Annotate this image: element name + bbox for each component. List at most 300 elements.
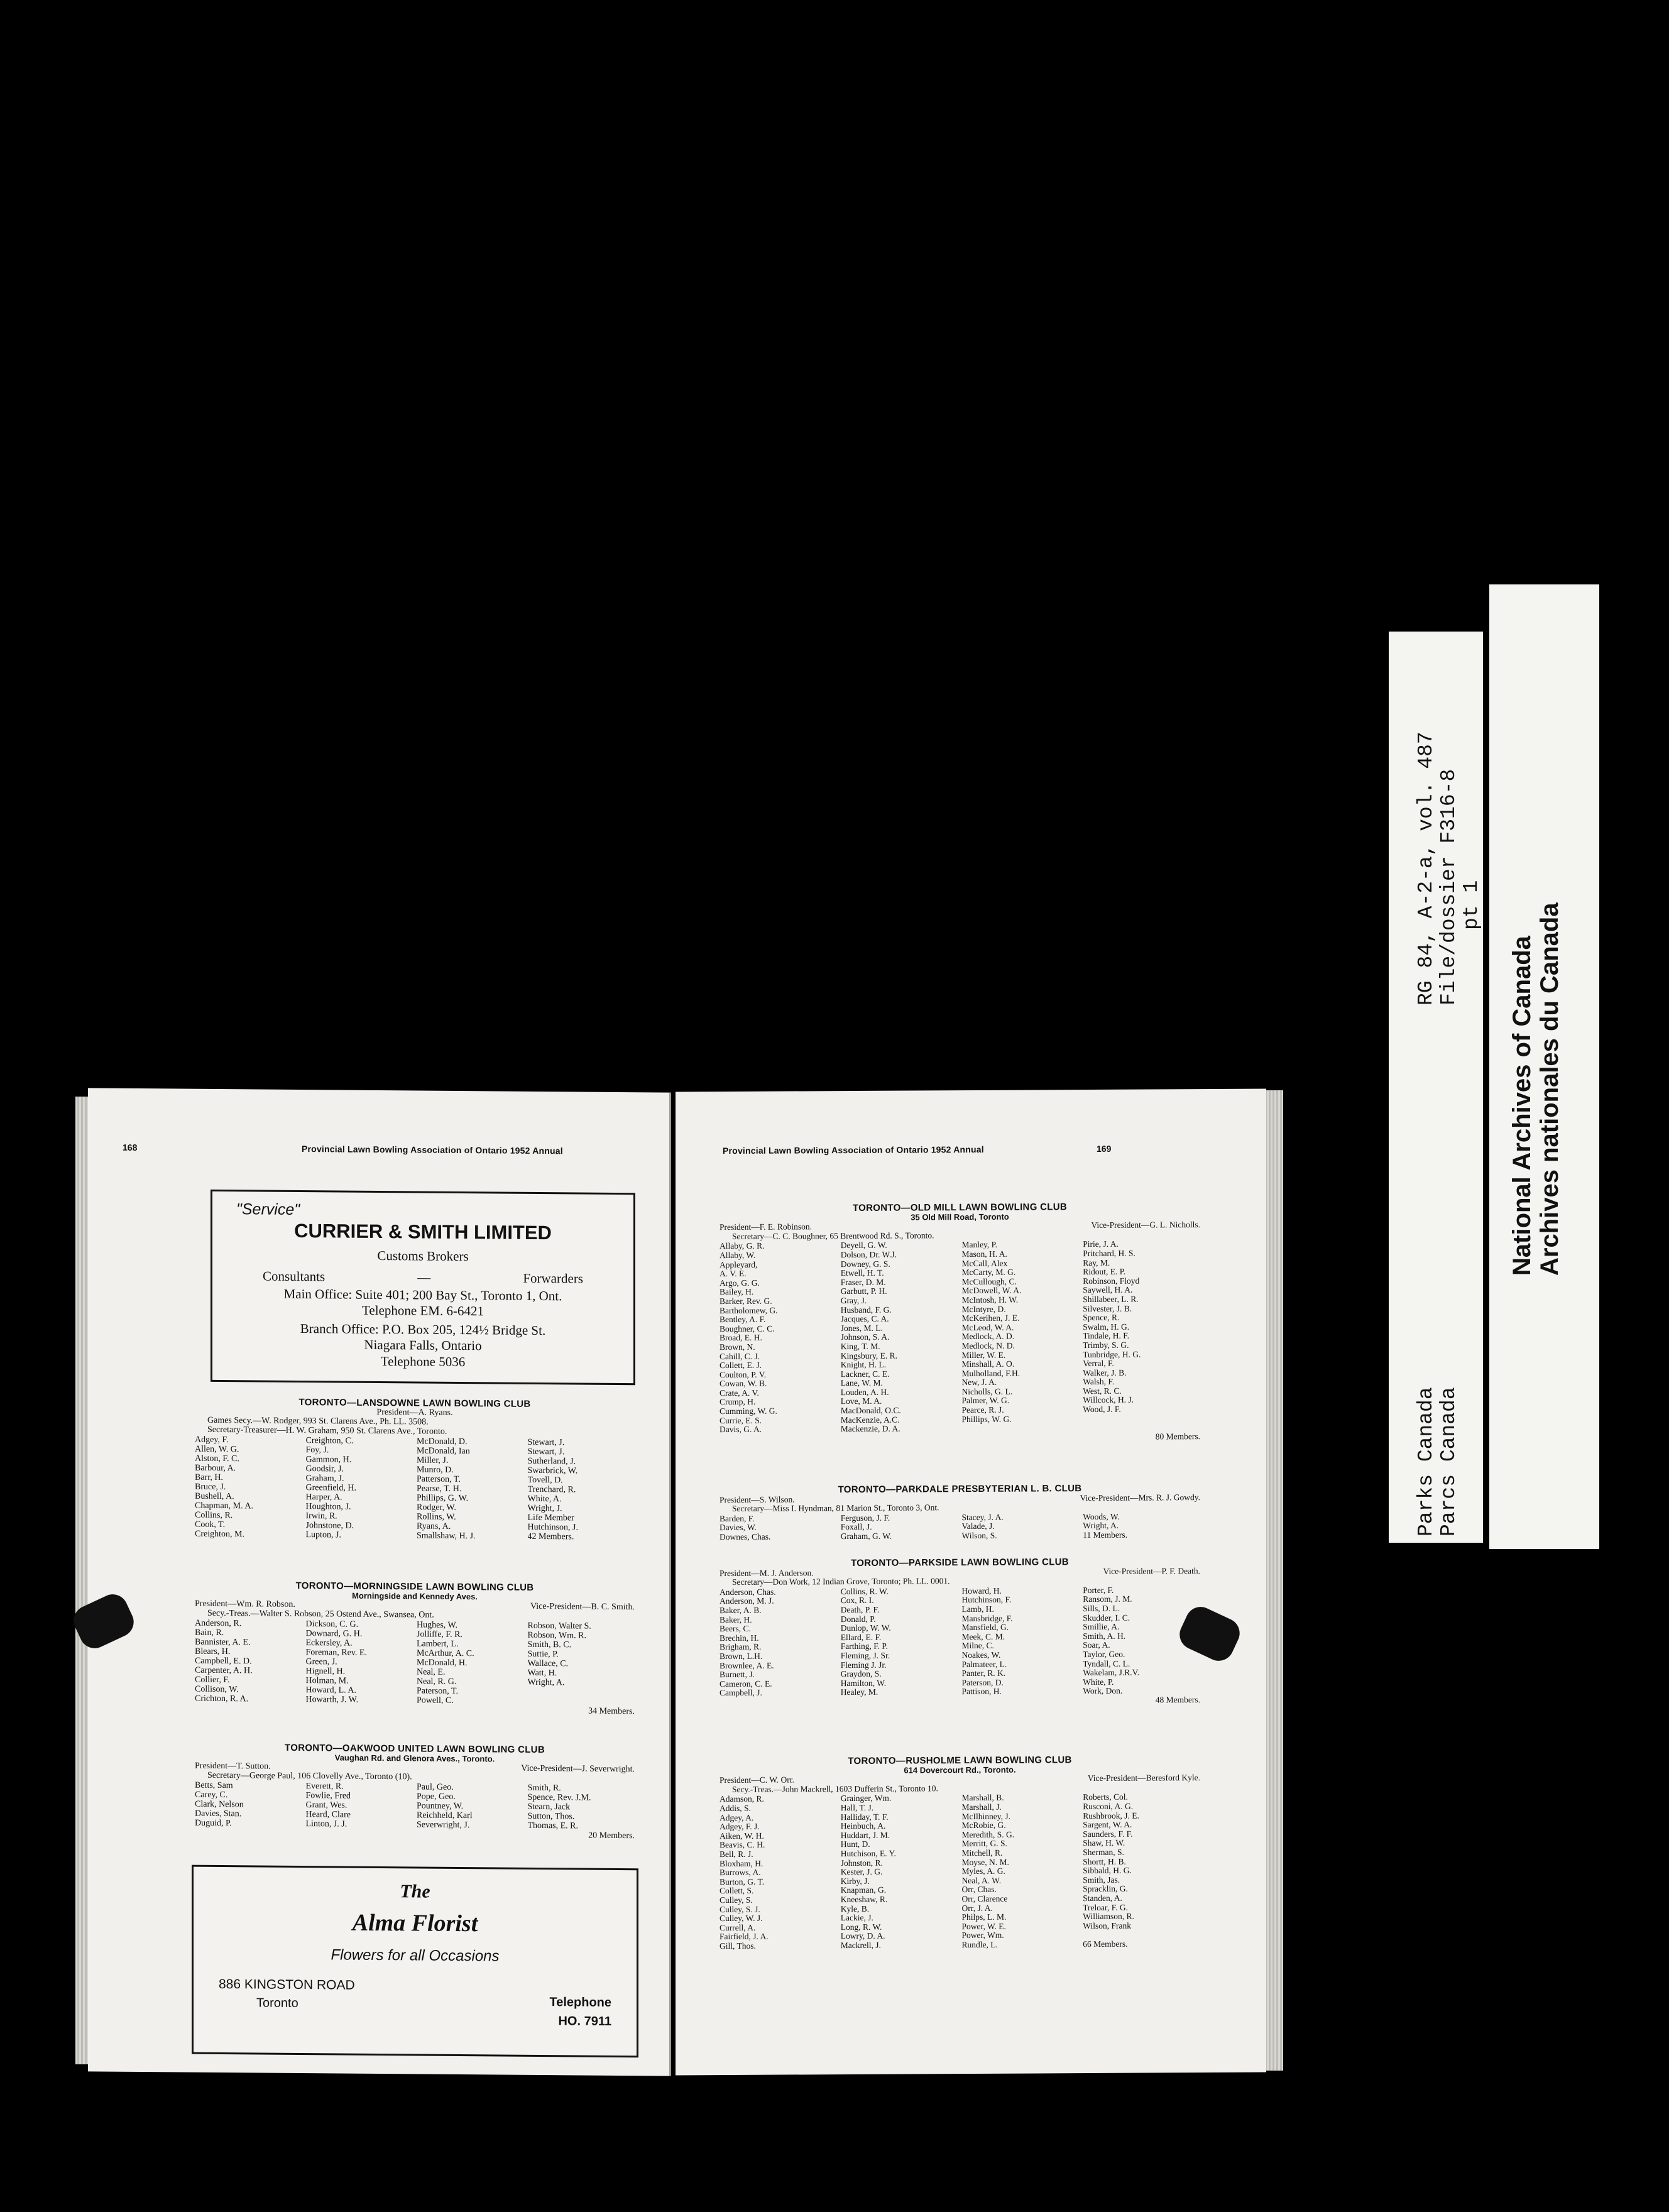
club-officer: President—A. Ryans.: [376, 1407, 453, 1418]
club-president: President—Wm. R. Robson.: [195, 1599, 295, 1609]
member-name: Trenchard, R.: [527, 1484, 576, 1495]
member-column: [720, 1794, 837, 1951]
member-name: Power, W. E.: [961, 1921, 1006, 1931]
member-name: Wright, A.: [1083, 1521, 1119, 1531]
member-name: Hutchison, E. Y.: [840, 1848, 896, 1859]
member-column: [962, 1586, 1080, 1697]
member-name: 11 Members.: [1083, 1530, 1127, 1540]
member-name: Lackie, J.: [840, 1912, 873, 1923]
member-name: Louden, A. H.: [840, 1387, 889, 1397]
member-name: Smillie, A.: [1083, 1621, 1120, 1632]
member-name: Grainger, Wm.: [840, 1793, 892, 1804]
member-name: King, T. M.: [840, 1341, 880, 1351]
member-name: Bailey, H.: [720, 1287, 754, 1297]
member-name: Dolson, Dr. W.J.: [840, 1249, 897, 1260]
agency-name: [1415, 1387, 1460, 1536]
member-name: Ryans, A.: [417, 1521, 451, 1531]
page-number: 169: [1097, 1143, 1112, 1154]
member-name: Huddart, J. M.: [840, 1830, 890, 1840]
member-name: Lackner, C. E.: [840, 1369, 890, 1379]
member-name: Orr, J. A.: [961, 1903, 993, 1913]
club-title: TORONTO—PARKSIDE LAWN BOWLING CLUB: [851, 1557, 1069, 1569]
member-name: Broad, E. H.: [720, 1333, 762, 1343]
member-name: Argo, G. G.: [720, 1278, 760, 1288]
member-name: Greenfield, H.: [305, 1483, 356, 1493]
member-columns: [195, 1619, 635, 1707]
member-name: Ferguson, J. F.: [840, 1513, 890, 1523]
member-name: Sutherland, J.: [527, 1456, 576, 1467]
member-name: Holman, M.: [305, 1676, 349, 1686]
member-name: Smith, Jas.: [1083, 1875, 1120, 1885]
ad-florist-city: Toronto: [256, 1996, 298, 2010]
ad-line-7: Telephone 5036: [380, 1354, 466, 1370]
member-name: Kyle, B.: [840, 1903, 870, 1914]
member-name: Palmateer, L.: [961, 1659, 1007, 1669]
member-name: Farthing, F. P.: [840, 1641, 888, 1651]
member-name: Tunbridge, H. G.: [1083, 1349, 1141, 1359]
member-name: Pearce, R. J.: [961, 1404, 1004, 1415]
member-name: Sills, D. L.: [1083, 1603, 1120, 1614]
club-title: TORONTO—RUSHOLME LAWN BOWLING CLUB: [848, 1755, 1072, 1767]
club-secretary: Secretary—Miss I. Hyndman, 81 Marion St., Toronto 3, Ont.: [732, 1503, 939, 1514]
member-name: Jolliffe, F. R.: [417, 1629, 462, 1640]
member-name: Wakelam, J.R.V.: [1083, 1667, 1140, 1678]
member-name: Irwin, R.: [305, 1511, 337, 1521]
member-name: Sherman, S.: [1083, 1847, 1124, 1858]
member-name: Moyse, N. M.: [961, 1857, 1009, 1867]
member-name: Johnston, R.: [840, 1858, 883, 1868]
member-name: Soar, A.: [1083, 1640, 1110, 1650]
member-name: Willcock, H. J.: [1083, 1395, 1134, 1405]
member-name: Paterson, T.: [417, 1686, 458, 1696]
member-name: Howard, L. A.: [305, 1685, 356, 1695]
member-name: Mansbridge, F.: [961, 1613, 1013, 1623]
member-name: Culley, S.: [720, 1895, 753, 1905]
member-name: Barden, F.: [720, 1513, 755, 1523]
member-name: Linton, J. J.: [305, 1819, 347, 1829]
member-name: Pope, Geo.: [417, 1792, 456, 1802]
member-name: Standen, A.: [1083, 1893, 1122, 1903]
member-name: Gray, J.: [840, 1295, 867, 1306]
member-column: [417, 1620, 524, 1706]
member-name: New, J. A.: [961, 1377, 997, 1388]
member-name: Etwell, H. T.: [840, 1268, 884, 1278]
member-name: Culley, S. J.: [720, 1904, 760, 1914]
member-name: Cumming, W. G.: [720, 1406, 777, 1416]
club-secretary: Secy.-Treas.—Walter S. Robson, 25 Ostend Ave., Swansea, Ont.: [207, 1608, 434, 1620]
member-name: Hutchinson, F.: [961, 1595, 1012, 1605]
member-name: Harper, A.: [305, 1492, 342, 1503]
member-column: [1083, 1239, 1200, 1432]
member-name: Kneeshaw, R.: [840, 1894, 888, 1904]
member-name: Robson, Walter S.: [527, 1621, 591, 1631]
member-name: Campbell, E. D.: [195, 1656, 252, 1667]
member-name: Woods, W.: [1083, 1511, 1120, 1521]
member-name: McIntosh, H. W.: [961, 1295, 1019, 1305]
member-name: Robson, Wm. R.: [527, 1630, 586, 1641]
member-name: Mackrell, J.: [840, 1940, 881, 1950]
member-name: McIntyre, D.: [961, 1304, 1006, 1314]
member-name: Anderson, M. J.: [720, 1596, 774, 1606]
member-name: MacKenzie, A.C.: [840, 1415, 900, 1425]
club-title: TORONTO—LANSDOWNE LAWN BOWLING CLUB: [298, 1396, 531, 1410]
ad-line-2: [263, 1269, 583, 1287]
member-name: Cameron, C. E.: [720, 1678, 772, 1689]
member-name: Graham, G. W.: [840, 1531, 892, 1541]
member-name: Duguid, P.: [195, 1818, 232, 1829]
club-vice-president: Vice-President—P. F. Death.: [1103, 1565, 1200, 1576]
member-name: Skudder, I. C.: [1083, 1612, 1130, 1623]
member-name: Bentley, A. F.: [720, 1314, 766, 1325]
ad-line-4: Telephone EM. 6-6421: [362, 1302, 484, 1319]
member-name: Downey, G. S.: [840, 1259, 890, 1269]
member-name: Wright, A.: [527, 1677, 565, 1688]
ad-florist-tel-label: Telephone: [549, 1995, 611, 2010]
member-name: Pritchard, H. S.: [1083, 1248, 1135, 1259]
member-name: Love, M. A.: [840, 1396, 882, 1406]
club-address: Vaughan Rd. and Glenora Aves., Toronto.: [334, 1753, 495, 1764]
member-name: Heinbuch, A.: [840, 1821, 886, 1831]
club-secretary: Secretary—George Paul, 106 Clovelly Ave., Toronto (10).: [207, 1770, 412, 1782]
member-column: [528, 1438, 635, 1542]
member-name: Appleyard,: [720, 1259, 758, 1269]
member-name: Smith, B. C.: [527, 1640, 572, 1650]
member-column: [417, 1782, 524, 1830]
member-column: [841, 1587, 958, 1697]
member-name: Palmer, W. G.: [961, 1396, 1010, 1406]
member-name: Goodsir, J.: [305, 1464, 344, 1474]
member-name: Bannister, A. E.: [195, 1637, 251, 1648]
member-name: Fleming, J. Sr.: [840, 1650, 890, 1661]
member-name: Marshall, J.: [961, 1802, 1002, 1812]
member-name: Collins, R. W.: [840, 1586, 889, 1596]
member-name: Howard, H.: [961, 1585, 1002, 1596]
member-name: Lamb, H.: [961, 1604, 994, 1614]
ad-company-name: CURRIER & SMITH LIMITED: [294, 1219, 552, 1244]
member-name: Graham, J.: [305, 1474, 344, 1484]
member-name: Neal, E.: [417, 1667, 446, 1677]
member-name: Work, Don.: [1083, 1686, 1123, 1696]
member-name: Currie, E. S.: [720, 1415, 762, 1425]
member-name: Gammon, H.: [305, 1455, 352, 1465]
member-name: Treloar, F. G.: [1083, 1902, 1129, 1912]
reference-line-2: File/dossier F316-8: [1437, 769, 1460, 1005]
member-column: [1083, 1512, 1200, 1540]
member-name: Myles, A. G.: [961, 1866, 1005, 1876]
member-name: Stearn, Jack: [527, 1802, 571, 1812]
member-column: [417, 1437, 524, 1541]
currier-smith-advertisement: [211, 1190, 635, 1385]
member-name: Merritt, G. S.: [961, 1839, 1007, 1849]
member-name: Marshall, B.: [961, 1793, 1004, 1803]
member-count: 34 Members.: [588, 1706, 635, 1717]
oakwood-club: [195, 1743, 635, 1841]
member-name: Fleming J. Jr.: [840, 1660, 887, 1670]
page-number: 168: [123, 1142, 138, 1153]
member-name: Medlock, A. D.: [961, 1331, 1015, 1342]
member-name: Houghton, J.: [305, 1502, 351, 1512]
member-name: Halliday, T. F.: [840, 1812, 889, 1822]
ad-tagline: "Service": [236, 1200, 300, 1219]
member-column: [306, 1619, 413, 1705]
member-name: Everett, R.: [305, 1782, 344, 1792]
member-name: Burnett, J.: [720, 1669, 755, 1680]
member-name: Mitchell, R.: [961, 1848, 1003, 1858]
member-name: [528, 1687, 635, 1697]
member-name: Meredith, S. G.: [961, 1829, 1015, 1839]
member-name: Phillips, G. W.: [417, 1493, 469, 1504]
club-title: TORONTO—MORNINGSIDE LAWN BOWLING CLUB: [295, 1580, 534, 1593]
member-name: Silvester, J. B.: [1083, 1303, 1132, 1313]
member-name: Jacques, C. A.: [840, 1313, 889, 1324]
ad-line-1: Customs Brokers: [377, 1247, 469, 1264]
member-name: Jones, M. L.: [840, 1323, 883, 1333]
member-name: Betts, Sam: [195, 1780, 233, 1791]
member-name: Davis, G. A.: [720, 1424, 762, 1435]
member-name: Watt, H.: [527, 1668, 557, 1678]
member-name: McRobie, G.: [961, 1820, 1006, 1831]
member-name: Alston, F. C.: [195, 1454, 239, 1464]
member-name: Thomas, E. R.: [527, 1821, 578, 1831]
member-name: Bloxham, H.: [720, 1858, 763, 1868]
member-name: Milne, C.: [961, 1641, 994, 1651]
member-count: 20 Members.: [588, 1831, 635, 1841]
archives-name-en: National Archives of Canada: [1508, 936, 1536, 1276]
member-name: McDonald, Ian: [417, 1446, 470, 1457]
member-column: [841, 1240, 958, 1433]
member-name: Hignell, H.: [305, 1667, 346, 1677]
member-name: Shortt, H. B.: [1083, 1856, 1126, 1866]
club-president: President—F. E. Robinson.: [720, 1222, 813, 1232]
member-name: Saywell, H. A.: [1083, 1284, 1133, 1295]
member-name: Shaw, H. W.: [1083, 1838, 1125, 1848]
member-name: McArthur, A. C.: [417, 1648, 474, 1659]
club-address: 35 Old Mill Road, Toronto: [911, 1212, 1009, 1222]
club-vice-president: Vice-President—B. C. Smith.: [530, 1601, 635, 1612]
club-president: President—T. Sutton.: [195, 1761, 271, 1771]
member-name: Walsh, F.: [1083, 1377, 1115, 1387]
ad-consultants: Consultants: [263, 1268, 326, 1284]
member-name: Robinson, Floyd: [1083, 1276, 1140, 1286]
club-title: TORONTO—OAKWOOD UNITED LAWN BOWLING CLUB: [285, 1742, 545, 1756]
member-name: Collett, E. J.: [720, 1360, 762, 1371]
member-name: Orr, Clarence: [961, 1893, 1008, 1903]
member-name: Swalm, H. G.: [1083, 1322, 1130, 1332]
member-name: Hall, T. J.: [840, 1802, 874, 1813]
member-name: Green, J.: [305, 1657, 337, 1667]
member-name: Manley, P.: [961, 1240, 997, 1250]
club-title: TORONTO—PARKDALE PRESBYTERIAN L. B. CLUB: [838, 1483, 1082, 1496]
member-name: Spence, Rev. J.M.: [527, 1792, 591, 1803]
member-name: Cox, R. I.: [840, 1596, 874, 1606]
member-column: [962, 1240, 1080, 1433]
member-name: Davies, W.: [720, 1523, 757, 1533]
member-name: Death, P. F.: [840, 1604, 880, 1615]
member-name: Mason, H. A.: [961, 1249, 1007, 1259]
member-name: McDowell, W. A.: [961, 1285, 1022, 1296]
ad-line-3: Main Office: Suite 401; 200 Bay St., Toronto 1, Ont.: [283, 1286, 562, 1304]
club-address: Morningside and Kennedy Aves.: [352, 1591, 478, 1602]
member-name: Fraser, D. M.: [840, 1277, 886, 1287]
national-archives-label: [1489, 584, 1599, 1549]
member-name: McDonald, D.: [417, 1437, 468, 1447]
member-name: Noakes, W.: [961, 1650, 1001, 1660]
member-name: Swarbrick, W.: [527, 1465, 578, 1476]
member-name: McCarty, M. G.: [961, 1267, 1016, 1278]
lansdowne-club: [195, 1397, 635, 1542]
member-name: Paul, Geo.: [417, 1782, 454, 1792]
member-name: Collett, S.: [720, 1886, 754, 1896]
member-name: Brown, N.: [720, 1342, 755, 1352]
member-column: [306, 1782, 413, 1829]
ad-forwarders: Forwarders: [523, 1270, 583, 1286]
member-column: [1083, 1792, 1200, 1949]
member-name: Eckersley, A.: [305, 1638, 353, 1648]
member-name: Tovell, D.: [527, 1475, 563, 1486]
member-name: Pattison, H.: [961, 1687, 1002, 1697]
member-name: Baker, A. B.: [720, 1605, 762, 1616]
member-column: [528, 1783, 635, 1831]
member-name: Mackenzie, D. A.: [840, 1423, 900, 1434]
member-name: Minshall, A. O.: [961, 1359, 1015, 1369]
member-name: Ridout, E. P.: [1083, 1266, 1126, 1277]
member-name: Nicholls, G. L.: [961, 1386, 1013, 1396]
member-name: Baker, H.: [720, 1614, 752, 1624]
member-name: Rundle, L.: [961, 1939, 998, 1949]
member-name: Gill, Thos.: [720, 1941, 756, 1951]
member-name: Anderson, Chas.: [720, 1587, 776, 1597]
member-name: Knight, H. L.: [840, 1359, 887, 1370]
ad-line-5: Branch Office: P.O. Box 205, 124½ Bridge St.: [300, 1321, 546, 1339]
member-name: Barr, H.: [195, 1472, 223, 1483]
member-name: Lambert, L.: [417, 1639, 459, 1649]
archive-reference-label: [1389, 632, 1483, 1543]
member-name: Aiken, W. H.: [720, 1831, 764, 1841]
morningside-club: [195, 1580, 635, 1716]
rusholme-club: [720, 1755, 1200, 1951]
member-name: Smith, A. H.: [1083, 1631, 1126, 1641]
member-name: Spence, R.: [1083, 1312, 1120, 1323]
member-name: Pearse, T. H.: [417, 1484, 462, 1494]
member-name: Hutchinson, J.: [527, 1522, 578, 1533]
club-officer: Secretary-Treasurer—H. W. Graham, 950 St. Clarens Ave., Toronto.: [207, 1425, 447, 1437]
member-name: Sutton, Thos.: [527, 1811, 575, 1822]
member-name: Allaby, G. R.: [720, 1241, 765, 1251]
member-name: Bain, R.: [195, 1628, 224, 1638]
member-name: Powell, C.: [417, 1695, 454, 1706]
member-name: Kirby, J.: [840, 1876, 870, 1886]
reference-line-1: RG 84, A-2-a, vol. 487: [1415, 731, 1438, 1005]
member-name: Kingsbury, E. R.: [840, 1350, 897, 1361]
member-column: [962, 1513, 1080, 1541]
member-name: Brown, L.H.: [720, 1651, 763, 1662]
member-name: Ransom, J. M.: [1083, 1594, 1132, 1604]
member-columns: [720, 1239, 1200, 1434]
member-name: Ellard, E. F.: [840, 1632, 882, 1642]
member-name: Adgey, F. J.: [720, 1821, 760, 1832]
member-name: Beers, C.: [720, 1623, 751, 1634]
member-name: Pirie, J. A.: [1083, 1239, 1119, 1249]
member-name: Saunders, F. F.: [1083, 1829, 1133, 1839]
member-name: Medlock, N. D.: [961, 1340, 1015, 1350]
member-name: McKerihen, J. E.: [961, 1313, 1020, 1323]
member-column: [962, 1793, 1080, 1949]
member-name: Tyndall, C. L.: [1083, 1658, 1130, 1668]
member-name: Addis, S.: [720, 1803, 751, 1814]
member-name: McDonald, H.: [417, 1658, 468, 1668]
member-name: Burrows, A.: [720, 1867, 761, 1878]
member-name: Wilson, Frank: [1083, 1920, 1131, 1930]
member-name: Walker, J. B.: [1083, 1367, 1127, 1377]
ad-florist-tel-number: HO. 7911: [558, 2014, 611, 2029]
member-column: [720, 1587, 837, 1698]
member-name: Lowry, D. A.: [840, 1930, 885, 1941]
member-name: Ray, M.: [1083, 1257, 1110, 1268]
member-columns: [195, 1781, 635, 1831]
member-name: [1083, 1414, 1200, 1424]
member-name: Allaby, W.: [720, 1250, 756, 1261]
member-name: Long, R. W.: [840, 1922, 882, 1932]
left-page: [88, 1088, 671, 2076]
member-name: Heard, Clare: [305, 1810, 351, 1820]
club-officer: Games Secy.—W. Rodger, 993 St. Clarens Ave., Ph. LL. 3508.: [207, 1415, 429, 1427]
club-president: President—M. J. Anderson.: [720, 1567, 814, 1578]
member-name: Orr, Chas.: [961, 1885, 997, 1895]
member-column: [195, 1781, 302, 1829]
member-name: Downes, Chas.: [720, 1531, 771, 1542]
club-vice-president: Vice-President—G. L. Nicholls.: [1091, 1220, 1200, 1230]
member-name: Carey, C.: [195, 1790, 228, 1800]
member-name: Fairfield, J. A.: [720, 1931, 769, 1942]
member-name: 66 Members.: [1083, 1939, 1128, 1949]
member-name: Porter, F.: [1083, 1585, 1114, 1595]
member-name: Cahill, C. J.: [720, 1351, 760, 1361]
member-columns: [720, 1585, 1200, 1698]
member-name: Pountney, W.: [417, 1801, 464, 1812]
member-name: Knapman, G.: [840, 1885, 887, 1895]
member-count: 48 Members.: [1155, 1694, 1200, 1705]
member-name: Bushell, A.: [195, 1491, 234, 1502]
ad-florist-address: 886 KINGSTON ROAD: [219, 1976, 355, 1993]
member-name: Coulton, P. V.: [720, 1369, 767, 1379]
member-name: Verral, F.: [1083, 1358, 1114, 1369]
member-name: Neal, R. G.: [417, 1677, 457, 1687]
member-column: [720, 1241, 837, 1434]
member-name: Howarth, J. W.: [305, 1695, 359, 1705]
member-name: McLeod, W. A.: [961, 1322, 1014, 1332]
member-name: Clark, Nelson: [195, 1799, 244, 1810]
member-name: West, R. C.: [1083, 1386, 1122, 1396]
member-name: Downard, G. H.: [305, 1629, 363, 1639]
ad-line-6: Niagara Falls, Ontario: [364, 1337, 482, 1354]
club-secretary: Secretary—C. C. Boughner, 65 Brentwood Rd. S., Toronto.: [732, 1230, 934, 1241]
reference-line-3: pt 1: [1460, 880, 1483, 930]
member-name: Graydon, S.: [840, 1668, 882, 1679]
member-name: Foreman, Rev. E.: [305, 1648, 367, 1658]
member-name: Paterson, D.: [961, 1677, 1004, 1687]
member-columns: [195, 1435, 635, 1542]
parkside-club: [720, 1557, 1200, 1707]
member-name: Chapman, M. A.: [195, 1501, 253, 1511]
member-name: Bell, R. J.: [720, 1849, 753, 1859]
member-name: Stewart, J.: [527, 1437, 565, 1448]
member-name: Brownlee, A. E.: [720, 1660, 774, 1670]
archives-name: [1508, 902, 1563, 1276]
member-column: [720, 1514, 837, 1542]
archive-reference: [1415, 731, 1483, 1005]
member-name: McIlhinney, J.: [961, 1811, 1010, 1821]
member-name: Shillabeer, L. R.: [1083, 1294, 1139, 1305]
